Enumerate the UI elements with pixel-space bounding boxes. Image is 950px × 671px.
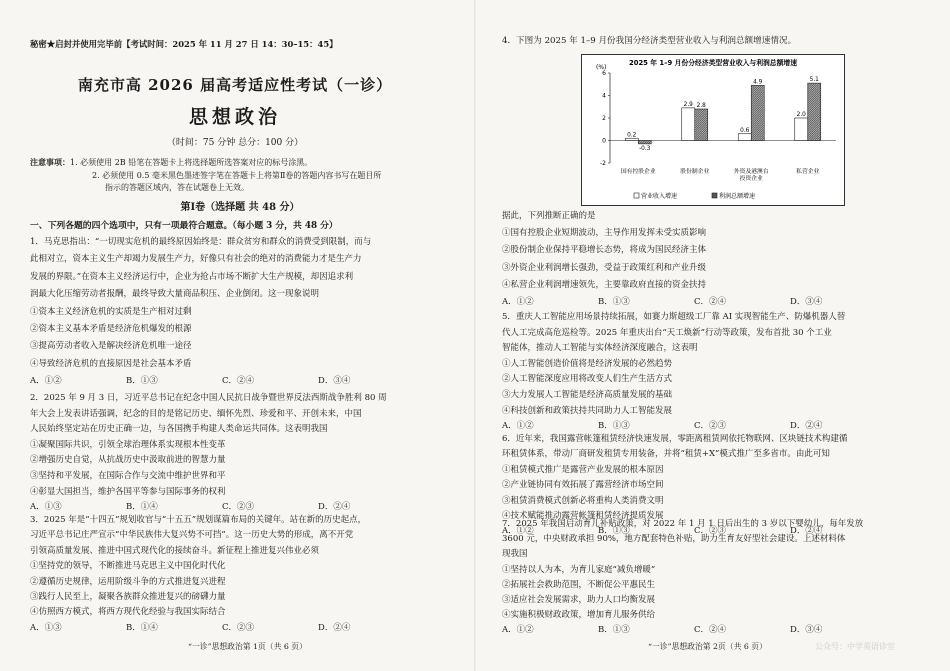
exam-title: 南充市高 2026 届高考适应性考试（一诊） — [77, 76, 393, 94]
legend-revenue: 营业收入增速 — [641, 193, 678, 200]
subject-title: 思想政治 — [188, 106, 281, 128]
statement-item: ④仿照西方模式，将西方现代化经验与我国实际结合 — [30, 607, 226, 618]
statement-item: ②人工智能深度应用将改变人们生产生活方式 — [502, 374, 673, 385]
option-c: C．②④ — [694, 297, 727, 308]
notice-item: 指示的答题区域内，答在试题卷上无效。 — [105, 183, 249, 192]
option-d: D．②④ — [318, 622, 351, 633]
bar-revenue — [625, 138, 638, 140]
x-category-label: 投资企业 — [739, 176, 763, 182]
question-line: 环租赁体系，带动厂商研发租赁专用装备，并将“租赁+X”模式推广至多省市。由此可知 — [502, 449, 830, 460]
question-line: 人民始终坚定站在历史正确一边，与各国携手构建人类命运共同体。这表明我国 — [30, 424, 328, 435]
statement-item: ③租赁消费模式创新必将重构人类消费文明 — [502, 495, 664, 506]
legend-swatch-profit — [712, 193, 717, 198]
question-line: 现我国 — [502, 549, 528, 560]
question-line: 年大会上发表讲话强调，纪念的目的是铭记历史、缅怀先烈、珍爱和平、开创未来，中国 — [30, 408, 362, 419]
option-b: B．①④ — [126, 502, 158, 513]
statement-item: ①租赁模式推广是露营产业发展的根本原因 — [502, 464, 664, 475]
option-c: C．②④ — [222, 376, 255, 387]
question-line: 润最大化压缩劳动者报酬，最终导致大量商品积压、企业倒闭。这一现象说明 — [30, 289, 320, 300]
question-1 — [30, 234, 455, 391]
statement-item: ④实施积极财政政策，增加育儿服务供给 — [502, 610, 656, 621]
statement-item: ④科技创新和政策扶持共同助力人工智能发展 — [502, 405, 673, 416]
question-line: 5．重庆人工智能应用场景持续拓展，如赛力斯超级工厂靠 AI 实现智能生产、防爆机器人替 — [502, 312, 846, 322]
option-c: C．②③ — [222, 502, 255, 513]
option-b: B．①③ — [598, 526, 630, 537]
question-line: 发展的界限。”在资本主义经济运行中，企业为抢占市场不断扩大生产规模，却因追求利 — [30, 271, 354, 282]
statement-item: ①坚持党的领导，不断推进马克思主义中国化时代化 — [30, 561, 226, 572]
question-7 — [502, 517, 932, 639]
x-category-label: 国有控股企业 — [620, 169, 656, 175]
y-tick-label: 6 — [602, 70, 606, 77]
notice-block — [30, 156, 450, 195]
question-line: 引领高质量发展、推进中国式现代化的接续奋斗。新征程上推进复兴伟业必须 — [30, 545, 320, 556]
secret-line: 秘密★启封并使用完毕前【考试时间：2025 年 11 月 27 日 14：30–15：45】 — [30, 39, 338, 49]
statement-item: ②产业链协同有效拓展了露营经济市场空间 — [502, 480, 664, 491]
option-a: A．①③ — [30, 502, 62, 513]
section-heading: 一、下列各题的四个选项中，只有一项最符合题意。（每小题 3 分，共 48 分） — [30, 221, 338, 231]
x-category-label: 外资及港澳台 — [733, 169, 769, 175]
notice-label: 注意事项： — [30, 157, 70, 167]
page-footer-right: “一诊”思想政治第 2页（共 6 页） — [648, 642, 767, 651]
data-label: 0.6 — [740, 127, 750, 134]
statement-item: ①凝聚国际共识，引领全球治理体系实现根本性变革 — [30, 439, 226, 450]
notice-item: 1. 必须使用 2B 铅笔在答题卡上将选择题所选答案对应的标号涂黑。 — [70, 158, 313, 167]
statement-item: ③外资企业利润增长强劲，受益于政策红利和产业升级 — [502, 262, 707, 273]
option-b: B．①③ — [598, 297, 630, 308]
question-line: 据此，下列推断正确的是 — [502, 211, 596, 221]
data-label: -0.3 — [639, 145, 651, 152]
question-4 — [502, 208, 932, 311]
option-c: C．②③ — [694, 526, 727, 537]
legend-swatch-revenue — [634, 193, 639, 198]
option-d: D．②④ — [790, 421, 823, 432]
option-a: A．①② — [30, 376, 62, 387]
data-label: 5.1 — [809, 77, 819, 84]
answer-options — [30, 621, 455, 636]
question-line: 3600 元，中央财政承担 90%，地方配套特色补贴，助力生育友好型社会建设。上述材料体 — [502, 534, 846, 545]
x-category-label: 私营企业 — [796, 169, 820, 175]
x-category-label: 股份制企业 — [680, 169, 710, 175]
question-line: 1．马克思指出：“一切现实危机的最终原因始终是：群众贫穷和群众的消费受到限制，而与 — [30, 237, 372, 247]
question-line: 智能体，推动人工智能与实体经济深度融合，这表明 — [502, 343, 698, 354]
question-line: 习近平总书记庄严宣示“中华民族伟大复兴势不可挡”。这一历史大势的形成，离不开党 — [30, 530, 354, 541]
y-tick-label: 2 — [602, 115, 606, 122]
bar-profit — [808, 83, 821, 140]
option-b: B．①③ — [126, 376, 158, 387]
question-line: 2．2025 年 9 月 3 日，习近平总书记在纪念中国人民抗日战争暨世界反法西斯战争胜利 80 周 — [30, 393, 387, 403]
statement-item: ③坚持和平发展，在国际合作与交流中维护世界和平 — [30, 470, 226, 481]
statement-item: ④私营企业利润增速领先，主要靠政府直接的资金扶持 — [502, 279, 707, 290]
statement-item: ④导致经济危机的直接原因是社会基本矛盾 — [30, 358, 192, 369]
question-line: 7．2025 年我国启动育儿补贴政策，对 2022 年 1 月 1 日后出生的 3 岁以下婴幼儿，每年发放 — [502, 519, 864, 529]
question-2 — [30, 391, 455, 516]
option-b: B．①③ — [598, 625, 630, 636]
statement-item: ②拓展社会救助范围，不断促公平惠民生 — [502, 579, 656, 590]
option-a: A．①② — [502, 526, 534, 537]
y-tick-label: 0 — [602, 137, 606, 145]
statement-item: ④彰显大国担当，维护各国平等参与国际事务的权利 — [30, 486, 226, 497]
option-a: A．①③ — [30, 622, 62, 633]
data-label: 2.8 — [696, 103, 706, 109]
option-c: C．②③ — [694, 421, 727, 432]
bar-profit — [751, 85, 764, 140]
y-tick-label: 4 — [602, 92, 606, 100]
question-line: 6．近年来，我国露营帐篷租赁经济快速发展，零距离租赁网依托物联网、区块链技术构建循 — [502, 434, 848, 444]
option-d: D．③④ — [790, 297, 823, 308]
notice-item: 2. 必须使用 0.5 毫米黑色墨迹签字笔在答题卡上将第Ⅱ卷的答题内容书写在题目所 — [92, 170, 382, 180]
bar-profit — [695, 109, 708, 141]
chart-title: 2025 年 1–9 月份分经济类型营业收入与利润总额增速 — [628, 59, 798, 67]
option-a: A．①② — [502, 297, 534, 308]
question-3 — [30, 513, 455, 636]
bar-revenue — [738, 134, 751, 141]
legend-profit: 利润总额增速 — [719, 193, 756, 200]
option-d: D．②④ — [318, 502, 351, 513]
option-b: B．①④ — [126, 622, 158, 633]
y-axis-unit: (%) — [596, 64, 607, 71]
part-title: 第Ⅰ卷（选择题 共 48 分） — [180, 202, 300, 213]
page-fold — [474, 0, 476, 671]
chart-panel — [581, 54, 845, 206]
statement-item: ①坚持以人为本，为育儿家庭“减负增暖” — [502, 564, 656, 575]
statement-item: ①人工智能创造价值将是经济发展的必然趋势 — [502, 358, 673, 369]
watermark: 公众号：中学英语诊室 — [815, 642, 895, 651]
statement-item: ④技术赋能推动露营帐篷租赁经济提质发展 — [502, 511, 664, 522]
option-a: A．①② — [502, 625, 534, 636]
growth-bar-chart — [582, 55, 844, 205]
statement-item: ③提高劳动者收入是解决经济危机唯一途径 — [30, 341, 192, 352]
option-b: B．①③ — [598, 421, 630, 432]
y-tick-label: -2 — [600, 160, 606, 167]
bar-profit — [638, 141, 651, 144]
statement-item: ③大力发展人工智能是经济高质量发展的基础 — [502, 389, 673, 400]
bar-revenue — [795, 118, 808, 141]
answer-options — [502, 294, 932, 311]
question-line: 3．2025 年是“十四五”规划收官与“十五五”规划谋篇布局的关键年。站在新的历史起点， — [30, 515, 367, 525]
statement-item: ①国有控股企业短期波动，主导作用发挥未受实质影响 — [502, 228, 707, 239]
statement-item: ②遵循历史规律，运用阶级斗争的方式推进复兴进程 — [30, 576, 226, 587]
option-c: C．②③ — [222, 622, 255, 633]
data-label: 4.9 — [753, 79, 763, 86]
question-line: 代人工完成高危巡检等。2025 年重庆出台“天工焕新”行动等政策，发布首批 30 个工业 — [502, 327, 832, 338]
option-d: D．②④ — [790, 526, 823, 537]
statement-item: ②资本主义基本矛盾是经济危机爆发的根源 — [30, 324, 192, 335]
data-label: 2.0 — [796, 112, 806, 118]
page-footer-left: “一诊”思想政治第 1页（共 6 页） — [188, 642, 307, 651]
option-d: D．③④ — [790, 625, 823, 636]
option-d: D．③④ — [318, 376, 351, 387]
question-4-intro: 4．下图为 2025 年 1–9 月份我国分经济类型营业收入与利润总额增速情况。 — [502, 36, 797, 46]
answer-options — [502, 623, 932, 638]
option-a: A．①② — [502, 421, 534, 432]
data-label: 2.9 — [683, 101, 693, 108]
option-c: C．②④ — [694, 625, 727, 636]
bar-revenue — [682, 108, 695, 141]
question-5 — [502, 310, 932, 435]
statement-item: ③践行人民至上，凝聚各族群众推进复兴的磅礴力量 — [30, 592, 226, 603]
statement-item: ③适应社会发展需求，助力人口均衡发展 — [502, 595, 656, 606]
statement-item: ②增强历史自觉，从抗战历史中汲取前进的智慧力量 — [30, 455, 226, 466]
statement-item: ②股份制企业保持平稳增长态势，将成为国民经济主体 — [502, 245, 707, 256]
question-line: 此相对立，资本主义生产却竭力发展生产力，好像只有社会的绝对的消费能力才是生产力 — [30, 254, 362, 265]
time-line: （时间：75 分钟 总分：100 分） — [166, 138, 304, 148]
answer-options — [30, 373, 455, 390]
data-label: 0.2 — [627, 132, 637, 139]
statement-item: ①资本主义经济危机的实质是生产相对过剩 — [30, 306, 192, 317]
